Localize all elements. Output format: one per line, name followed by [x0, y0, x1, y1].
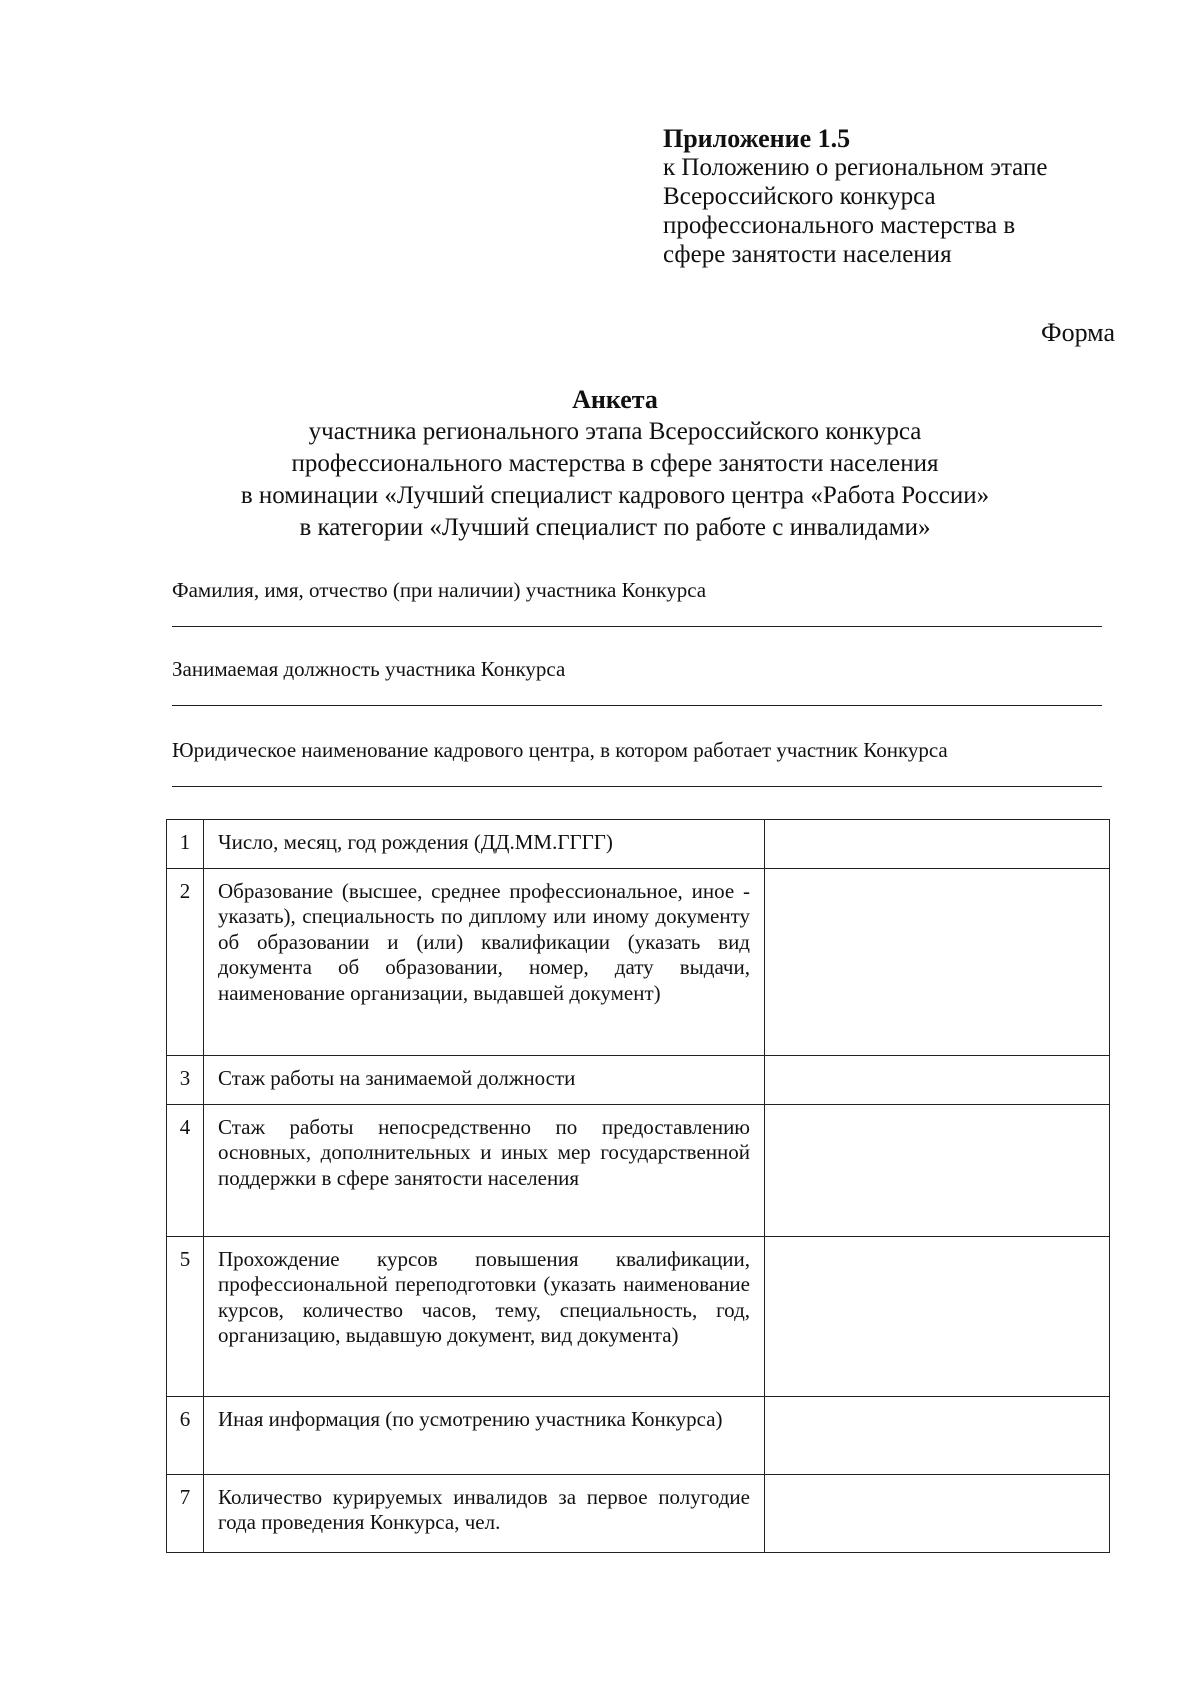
appendix-line: Всероссийского конкурса [663, 183, 936, 210]
form-label: Форма [1041, 318, 1115, 347]
row-number: 5 [167, 1236, 204, 1396]
row-answer-cell[interactable] [765, 1055, 1110, 1104]
row-answer-cell[interactable] [765, 820, 1110, 869]
row-answer-cell[interactable] [765, 1474, 1110, 1552]
table-row [167, 1474, 1110, 1552]
position-input-line[interactable] [172, 705, 1102, 706]
document-heading [150, 384, 1080, 544]
row-number: 2 [167, 868, 204, 1055]
row-answer-cell[interactable] [765, 868, 1110, 1055]
position-field [172, 657, 1102, 682]
organization-label: Юридическое наименование кадрового центра, в котором работает участник Конкурса [172, 738, 948, 762]
row-question: Стаж работы на занимаемой должности [204, 1055, 765, 1104]
full-name-field [172, 578, 1102, 603]
row-question: Образование (высшее, среднее профессиональное, иное - указать), специальность по диплому или иному документу об образовании и (или) квалификации (указать вид документа об образовании, номер, дату выдачи, наименование организации, выдавшей документ) [204, 868, 765, 1055]
row-number: 3 [167, 1055, 204, 1104]
table-row [167, 1236, 1110, 1396]
table-row [167, 1396, 1110, 1474]
row-answer-cell[interactable] [765, 1104, 1110, 1236]
table-row [167, 868, 1110, 1055]
heading-line: в номинации «Лучший специалист кадрового центра «Работа России» [240, 482, 990, 509]
row-question: Прохождение курсов повышения квалификации, профессиональной переподготовки (указать наименование курсов, количество часов, тему, специальность, год, организацию, выдавшую документ, вид документа) [204, 1236, 765, 1396]
heading-line: участника регионального этапа Всероссийского конкурса [308, 418, 922, 445]
position-label: Занимаемая должность участника Конкурса [172, 657, 566, 681]
table-row [167, 1104, 1110, 1236]
document-title: Анкета [572, 385, 658, 414]
appendix-line: профессионального мастерства в [663, 212, 1016, 239]
row-number: 6 [167, 1396, 204, 1474]
row-question: Иная информация (по усмотрению участника Конкурса) [204, 1396, 765, 1474]
row-number: 7 [167, 1474, 204, 1552]
survey-table [166, 819, 1110, 1553]
heading-line: профессионального мастерства в сфере занятости населения [291, 450, 939, 477]
table-row [167, 1055, 1110, 1104]
appendix-line: к Положению о региональном этапе [663, 154, 1048, 181]
row-question: Число, месяц, год рождения (ДД.ММ.ГГГГ) [204, 820, 765, 869]
organization-input-line[interactable] [172, 786, 1102, 787]
heading-line: в категории «Лучший специалист по работе с инвалидами» [299, 514, 931, 541]
row-question: Стаж работы непосредственно по предоставлению основных, дополнительных и иных мер государственной поддержки в сфере занятости населения [204, 1104, 765, 1236]
full-name-input-line[interactable] [172, 626, 1102, 627]
row-number: 4 [167, 1104, 204, 1236]
table-row [167, 820, 1110, 869]
appendix-block [663, 124, 1133, 269]
row-answer-cell[interactable] [765, 1236, 1110, 1396]
row-number: 1 [167, 820, 204, 869]
organization-field [172, 738, 1102, 763]
row-question: Количество курируемых инвалидов за первое полугодие года проведения Конкурса, чел. [204, 1474, 765, 1552]
row-answer-cell[interactable] [765, 1396, 1110, 1474]
appendix-title: Приложение 1.5 [663, 124, 851, 153]
appendix-line: сфере занятости населения [663, 241, 952, 268]
full-name-label: Фамилия, имя, отчество (при наличии) участника Конкурса [172, 578, 707, 602]
